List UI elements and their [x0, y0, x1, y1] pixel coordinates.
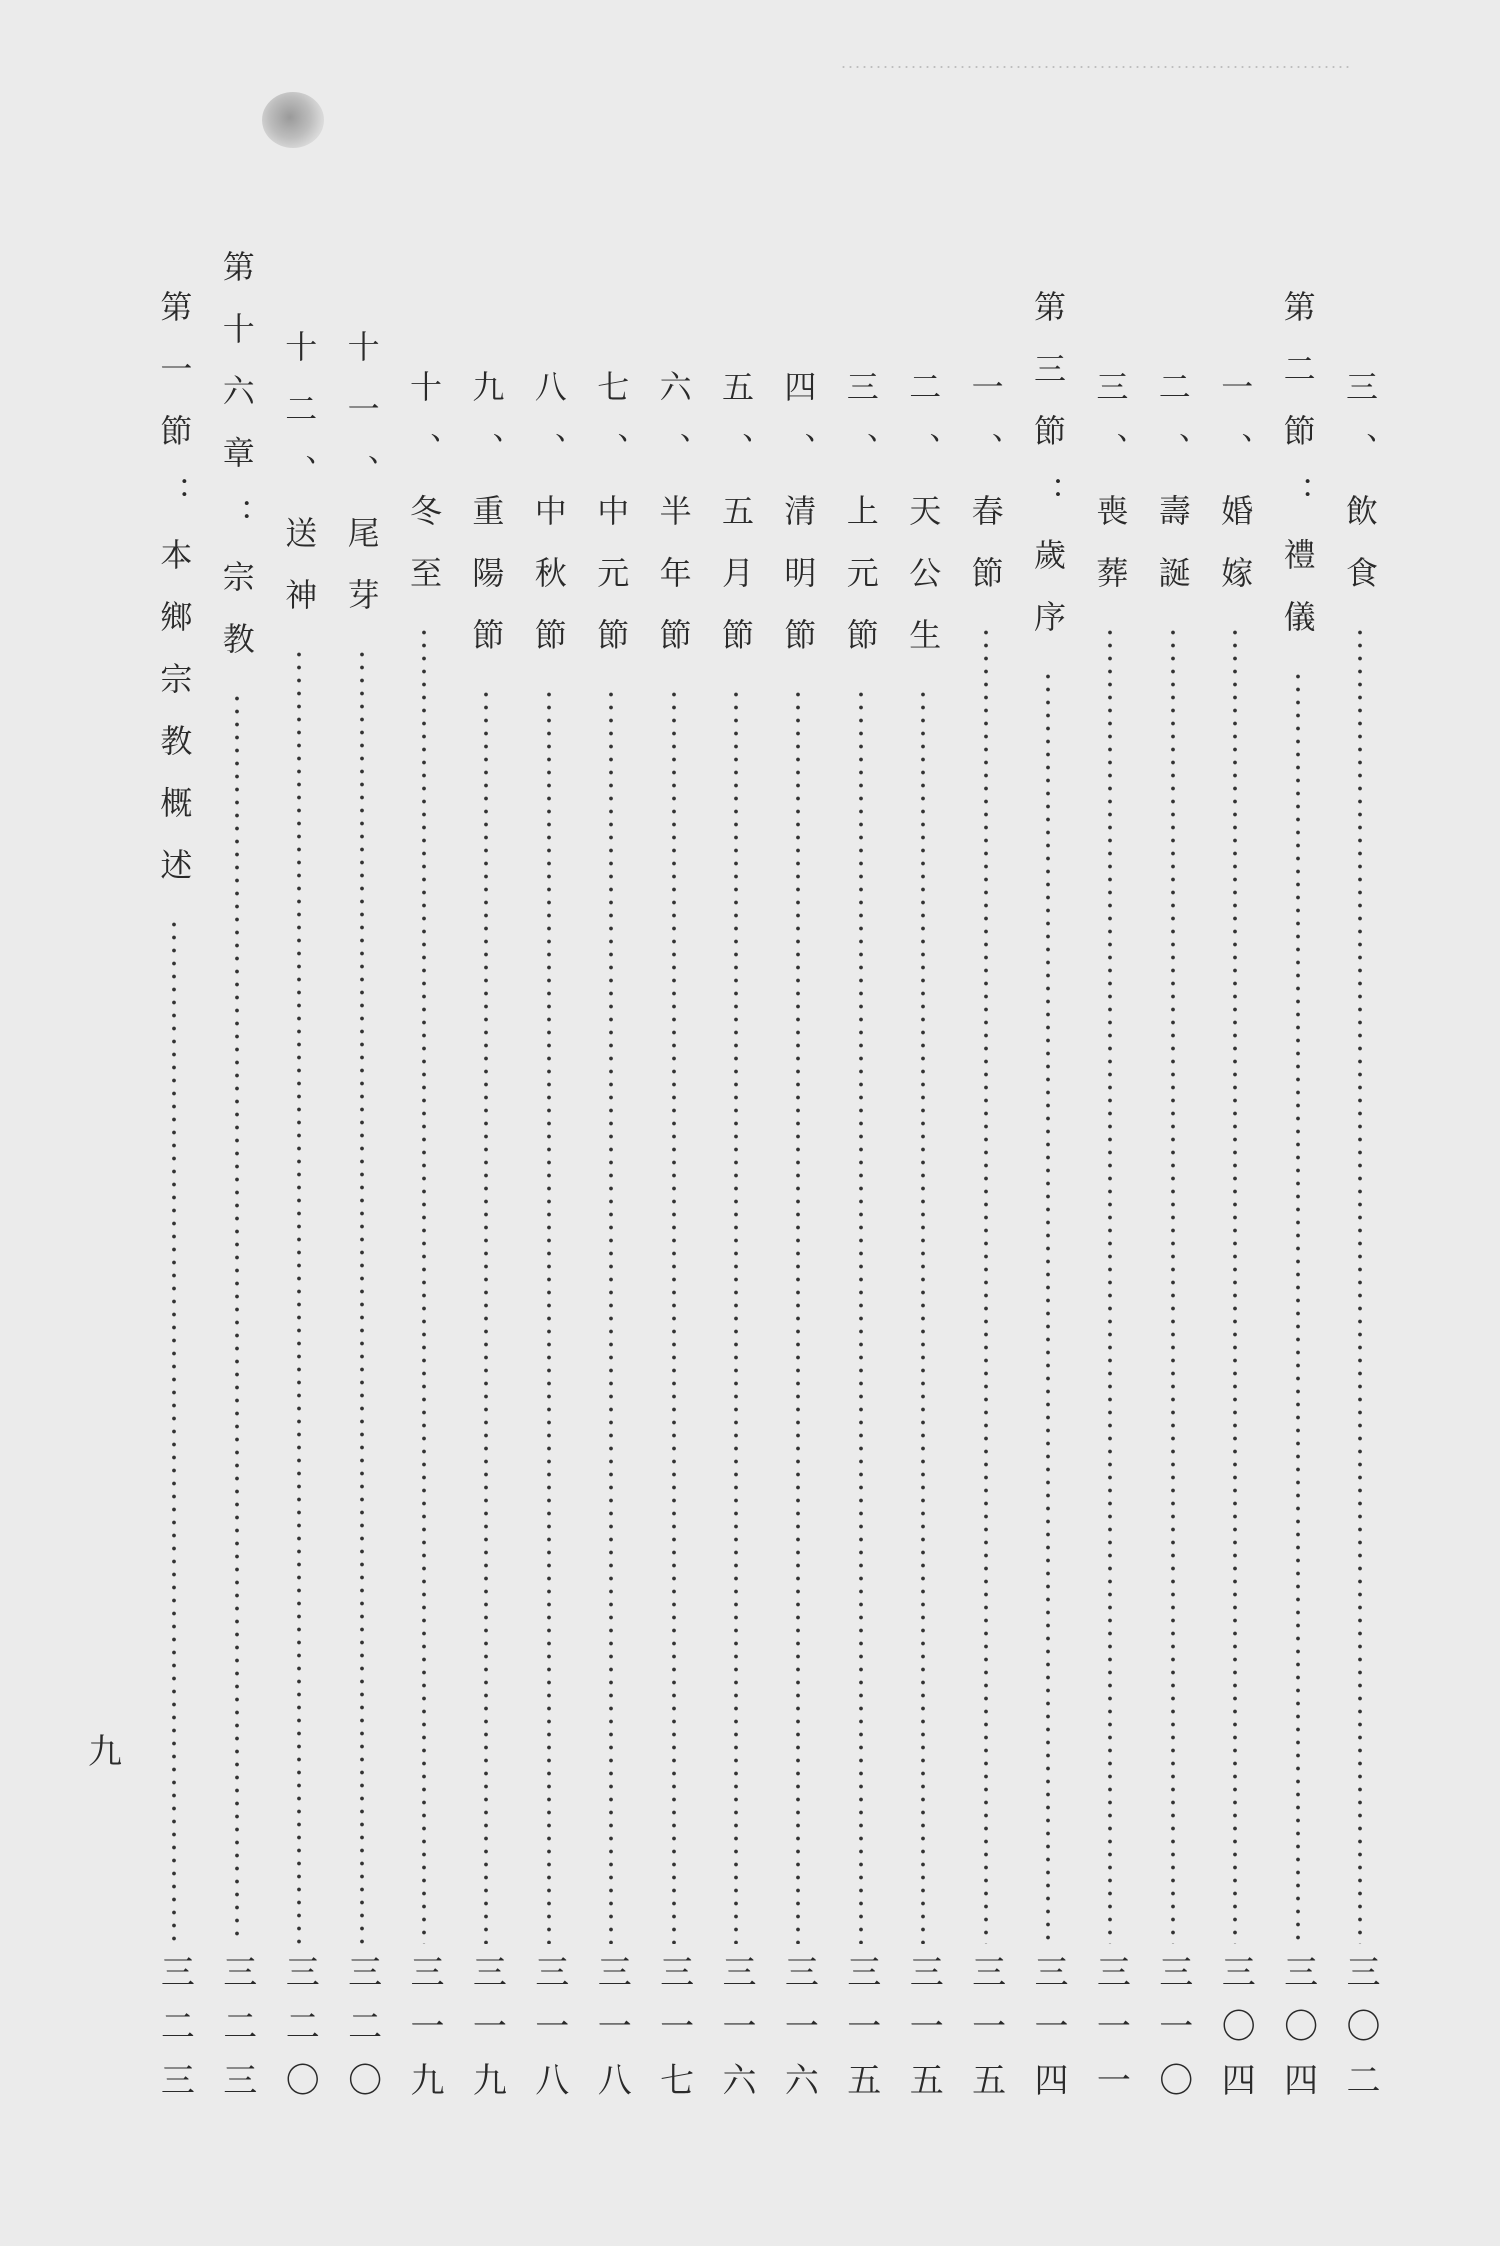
dot-leader [546, 688, 552, 1944]
toc-entry-title: 九、重陽節 [467, 370, 506, 680]
toc-entry-page-number: 三二三 [154, 1954, 195, 2116]
toc-entry[interactable] [964, 370, 1008, 2116]
toc-entry-title: 第二節：禮儀 [1278, 290, 1317, 662]
toc-entry-title: 一、婚嫁 [1216, 370, 1255, 618]
toc-entry-title: 七、中元節 [592, 370, 631, 680]
toc-entry-page-number: 三一八 [528, 1954, 569, 2116]
toc-entry-title: 二、天公生 [904, 370, 943, 680]
dot-leader [171, 918, 177, 1944]
toc-entry[interactable] [1088, 370, 1132, 2116]
toc-entry-title: 八、中秋節 [529, 370, 568, 680]
toc-entry-title: 第一節：本鄉宗教概述 [155, 290, 194, 910]
toc-entry-page-number: 三一一 [1090, 1954, 1131, 2116]
toc-entry-page-number: 三一五 [903, 1954, 944, 2116]
toc-entry[interactable] [402, 370, 446, 2116]
toc-entry-page-number: 三一七 [653, 1954, 694, 2116]
toc-entry-title: 二、壽誕 [1153, 370, 1192, 618]
page-folio: 九 [88, 1732, 122, 1772]
toc-entry-title: 第三節：歲序 [1029, 290, 1067, 662]
toc-entry-title: 十一、尾芽 [342, 330, 381, 640]
dot-leader [359, 648, 365, 1944]
toc-entry-title: 十二、送神 [280, 330, 319, 640]
toc-entry-page-number: 三一九 [404, 1954, 444, 2116]
toc-entry-page-number: 三一四 [1028, 1954, 1068, 2116]
toc-entry-page-number: 三〇四 [1215, 1954, 1256, 2116]
toc-entry[interactable] [1151, 370, 1195, 2116]
toc-entry[interactable] [215, 250, 259, 2116]
dot-leader [608, 688, 614, 1944]
toc-entry-page-number: 三一五 [965, 1954, 1006, 2116]
toc-entry[interactable] [901, 370, 945, 2116]
toc-entry-page-number: 三一六 [778, 1954, 819, 2116]
toc-entry[interactable] [839, 370, 883, 2116]
toc-entry[interactable] [652, 370, 696, 2116]
toc-entry[interactable] [776, 370, 820, 2116]
dot-leader [421, 626, 427, 1944]
toc-entry[interactable] [1276, 290, 1320, 2116]
toc-entry[interactable] [1338, 370, 1382, 2116]
dot-leader [1170, 626, 1176, 1944]
toc-entry-title: 四、清明節 [779, 370, 818, 680]
dot-leader [1295, 670, 1301, 1944]
toc-entry-title: 六、半年節 [654, 370, 693, 680]
toc-entry[interactable] [464, 370, 508, 2116]
toc-entry[interactable] [589, 370, 633, 2116]
toc-entry[interactable] [527, 370, 571, 2116]
toc-entry-page-number: 三二〇 [279, 1954, 320, 2116]
toc-entry-title: 三、喪葬 [1091, 370, 1130, 618]
dot-leader [1045, 670, 1051, 1944]
toc-entry-page-number: 三二三 [216, 1954, 257, 2116]
toc-entry-title: 第十六章：宗教 [217, 250, 256, 684]
toc-entry-page-number: 三一五 [840, 1954, 881, 2116]
dot-leader [795, 688, 801, 1944]
toc-entry[interactable] [340, 330, 384, 2116]
toc-entry[interactable] [1026, 290, 1070, 2116]
dot-leader [234, 692, 240, 1944]
toc-entry[interactable] [277, 330, 321, 2116]
toc-entry[interactable] [1213, 370, 1257, 2116]
dot-leader [483, 688, 489, 1944]
toc-entry-title: 一、春節 [966, 370, 1005, 618]
dot-leader [1107, 626, 1113, 1944]
toc-entry-page-number: 三一九 [466, 1954, 507, 2116]
toc-entry-title: 三、上元節 [841, 370, 880, 680]
dot-leader [296, 648, 302, 1944]
toc-entry-page-number: 三一六 [716, 1954, 756, 2116]
toc-entry-title: 三、飲食 [1341, 370, 1379, 618]
toc-entry[interactable] [714, 370, 758, 2116]
dot-leader [733, 688, 739, 1944]
toc-entry-page-number: 三〇二 [1340, 1954, 1380, 2116]
dot-leader [858, 688, 864, 1944]
dot-leader [671, 688, 677, 1944]
toc-entry-page-number: 三一八 [591, 1954, 632, 2116]
toc-entry[interactable] [152, 290, 196, 2116]
dot-leader [1357, 626, 1363, 1944]
toc-entry-title: 五、五月節 [717, 370, 755, 680]
toc-entry-page-number: 三一〇 [1152, 1954, 1193, 2116]
dot-leader [920, 688, 926, 1944]
toc-entry-page-number: 三〇四 [1277, 1954, 1318, 2116]
dot-leader [983, 626, 989, 1944]
dot-leader [1232, 626, 1238, 1944]
toc-entry-page-number: 三二〇 [341, 1954, 382, 2116]
toc-entry-title: 十、冬至 [405, 370, 443, 618]
